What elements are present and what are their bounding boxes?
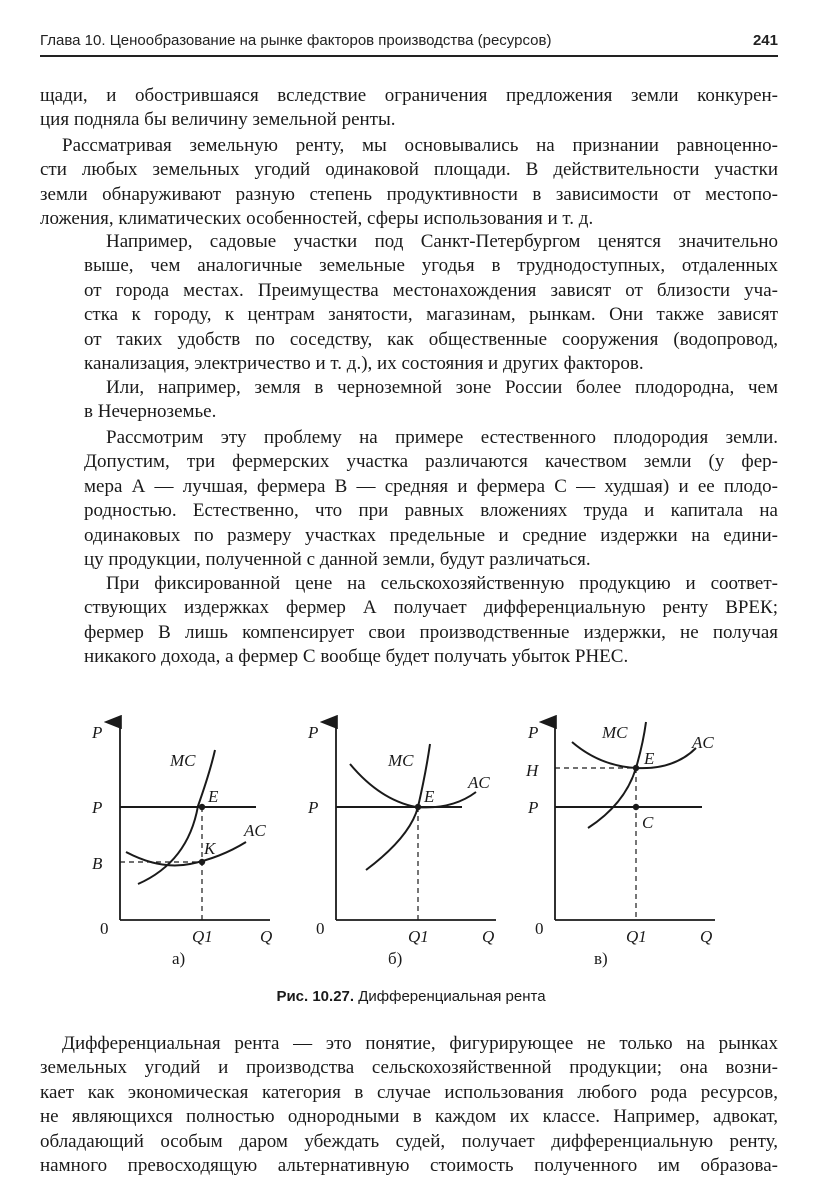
point-label-e: E bbox=[424, 787, 435, 806]
chart-panel-c bbox=[525, 722, 715, 968]
chart-panel-b bbox=[307, 722, 496, 968]
series-label-ac: AC bbox=[692, 733, 714, 752]
point-e bbox=[199, 804, 205, 810]
paragraph-5 bbox=[84, 426, 778, 572]
chapter-title: Глава 10. Ценообразование на рынке факторов производства (ресурсов) bbox=[40, 32, 552, 49]
x-axis-label: Q bbox=[482, 927, 495, 946]
paragraph-4 bbox=[84, 376, 778, 425]
caption-text: Дифференциальная рента bbox=[358, 988, 546, 1005]
y-tick-label: P bbox=[528, 798, 539, 817]
series-label-mc: MC bbox=[602, 723, 628, 742]
text-line: намного превосходящую альтернативную стоимость полученного им образова- bbox=[40, 1154, 778, 1176]
origin-label: 0 bbox=[535, 919, 544, 938]
series-label-ac: AC bbox=[244, 821, 266, 840]
paragraph-1 bbox=[40, 84, 778, 133]
text-line: мера А — лучшая, фермера В — средняя и фермера С — худшая) и ее плодо- bbox=[84, 475, 778, 497]
text-line: Рассматривая земельную ренту, мы основывались на признании равноценно- bbox=[62, 135, 778, 156]
text-line: стка к городу, к центрам занятости, магазинам, рынкам. Они также зависят bbox=[84, 304, 778, 326]
text-line: Или, например, земля в черноземной зоне России более плодородна, чем bbox=[106, 377, 778, 398]
text-line: цу продукции, полученной с данной земли, будут различаться. bbox=[84, 548, 591, 570]
caption-label: Рис. 10.27. bbox=[276, 988, 355, 1005]
text-line: фермер В лишь компенсирует свои производственные издержки, не получая bbox=[84, 621, 778, 643]
paragraph-2 bbox=[40, 134, 778, 232]
y-axis-label: P bbox=[528, 723, 539, 742]
text-line: канализация, электричество и т. д.), их состояния и других факторов. bbox=[84, 352, 644, 374]
series-label-mc: MC bbox=[388, 751, 414, 770]
point-e bbox=[415, 804, 421, 810]
text-line: ложения, климатических особенностей, сферы использования и т. д. bbox=[40, 208, 594, 230]
text-line: земли обнаруживают разную степень продуктивности в зависимости от местопо- bbox=[40, 183, 778, 205]
origin-label: 0 bbox=[100, 919, 109, 938]
x-tick-label: Q1 bbox=[626, 927, 647, 946]
point-label-e: E bbox=[208, 787, 219, 806]
text-line: При фиксированной цене на сельскохозяйственную продукцию и соответ- bbox=[106, 573, 778, 594]
paragraph-7 bbox=[40, 1032, 778, 1178]
x-tick-label: Q1 bbox=[408, 927, 429, 946]
y-axis-label: P bbox=[308, 723, 319, 742]
header-rule bbox=[40, 55, 778, 57]
point-label-e: E bbox=[644, 749, 655, 768]
running-header bbox=[40, 32, 778, 56]
point-label-k: K bbox=[204, 839, 216, 858]
text-line: Допустим, три фермерских участка различаются качеством земли (у фер- bbox=[84, 451, 778, 473]
text-line: от таких удобств по соседству, как общественные сооружения (водопровод, bbox=[84, 328, 778, 350]
ac-curve bbox=[572, 742, 696, 768]
x-tick-label: Q1 bbox=[192, 927, 213, 946]
text-line: ция подняла бы величину земельной ренты. bbox=[40, 109, 396, 131]
text-line: не являющихся полностью однородными в каждом их классе. Например, адвокат, bbox=[40, 1106, 778, 1128]
text-line: ствующих издержках фермер А получает дифференциальную ренту ВРЕК; bbox=[84, 597, 778, 619]
paragraph-6 bbox=[84, 572, 778, 670]
ac-curve bbox=[350, 764, 476, 807]
x-axis-label: Q bbox=[260, 927, 273, 946]
series-label-mc: MC bbox=[170, 751, 196, 770]
text-line: сти любых земельных угодий одинаковой площади. В действительности участки bbox=[40, 159, 778, 181]
text-line: земельных угодий и производства сельскохозяйственной продукции; она возни- bbox=[40, 1057, 778, 1079]
text-line: никакого дохода, а фермер С вообще будет получать убыток РНЕС. bbox=[84, 646, 629, 668]
text-line: Дифференциальная рента — это понятие, фигурирующее не только на рынках bbox=[62, 1033, 778, 1054]
point-label-c: C bbox=[642, 813, 654, 832]
point-c bbox=[633, 804, 639, 810]
text-line: выше, чем аналогичные земельные угодья в труднодоступных, отдаленных bbox=[84, 255, 778, 277]
figure-caption bbox=[0, 988, 822, 1005]
series-label-ac: AC bbox=[468, 773, 490, 792]
panel-label: б) bbox=[388, 949, 403, 968]
text-line: от города местах. Преимущества местонахождения зависят от близости уча- bbox=[84, 279, 778, 301]
y-tick-label: P bbox=[92, 798, 103, 817]
text-line: Рассмотрим эту проблему на примере естественного плодородия земли. bbox=[106, 427, 778, 448]
y-tick-label: B bbox=[92, 854, 103, 873]
origin-label: 0 bbox=[316, 919, 325, 938]
panel-label: а) bbox=[172, 949, 186, 968]
paragraph-3 bbox=[84, 230, 778, 376]
differential-rent-charts bbox=[80, 712, 760, 982]
text-line: обладающий особым даром убеждать судей, получает дифференциальную ренту, bbox=[40, 1130, 778, 1152]
panel-label: в) bbox=[594, 949, 608, 968]
point-e bbox=[633, 765, 639, 771]
text-line: Например, садовые участки под Санкт-Петербургом ценятся значительно bbox=[106, 231, 778, 252]
page-number: 241 bbox=[752, 32, 778, 49]
point-k bbox=[199, 859, 205, 865]
y-tick-label: P bbox=[308, 798, 319, 817]
y-tick-label: H bbox=[526, 761, 539, 780]
text-line: кает как экономическая категория в случае использования любого рода ресурсов, bbox=[40, 1081, 778, 1103]
x-axis-label: Q bbox=[700, 927, 713, 946]
y-axis-label: P bbox=[92, 723, 103, 742]
text-line: одинаковых по размеру участках предельные и средние издержки на едини- bbox=[84, 524, 778, 546]
figure-10-27 bbox=[80, 712, 760, 987]
chart-panel-a bbox=[91, 722, 272, 968]
text-line: в Нечерноземье. bbox=[84, 401, 217, 423]
text-line: щади, и обострившаяся вследствие ограничения предложения земли конкурен- bbox=[40, 85, 778, 106]
text-line: родностью. Естественно, что при равных вложениях труда и капитала на bbox=[84, 500, 778, 522]
